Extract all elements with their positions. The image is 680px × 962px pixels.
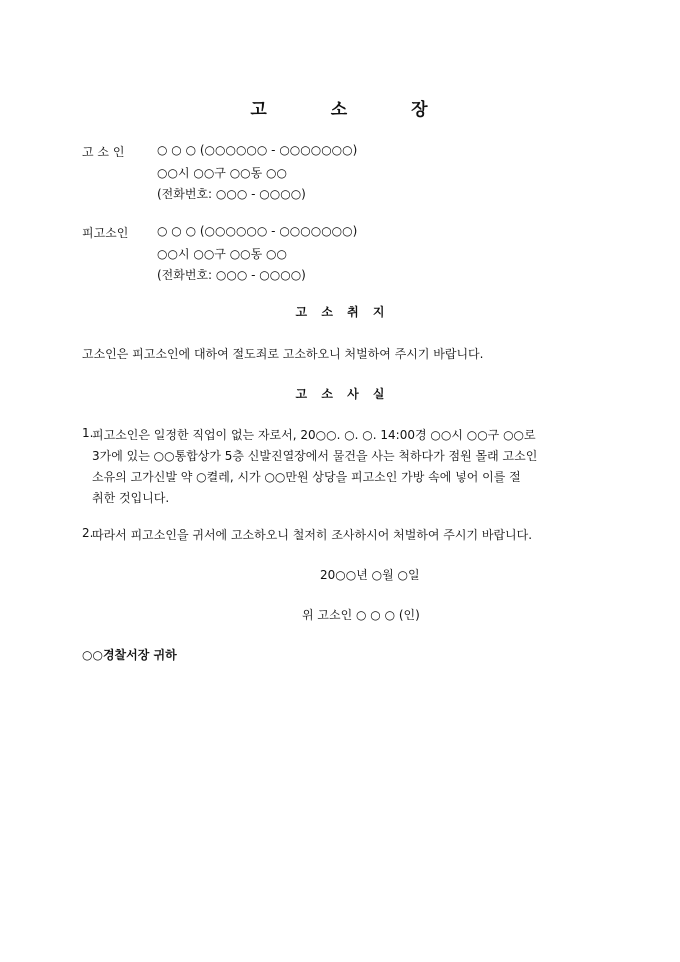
- complainant-phone: (전화번호: ○○○ - ○○○○): [157, 187, 306, 201]
- defendant-address: ○○시 ○○구 ○○동 ○○: [157, 247, 287, 261]
- fact-line: 피고소인은 일정한 직업이 없는 자로서, 20○○. ○. ○. 14:00경 ○○시 ○○구 ○○로: [92, 428, 536, 442]
- fact-line: 취한 것입니다.: [92, 491, 170, 505]
- complainant-name: ○ ○ ○ (○○○○○○ - ○○○○○○○): [157, 143, 358, 157]
- heading-char: 지: [372, 305, 385, 319]
- complainant-label: 고 소 인: [82, 145, 125, 159]
- defendant-phone: (전화번호: ○○○ - ○○○○): [157, 268, 306, 282]
- defendant-label: 피고소인: [82, 226, 129, 240]
- title-char: 소: [330, 100, 350, 120]
- fact-line: 따라서 피고소인을 귀서에 고소하오니 철저히 조사하시어 처벌하여 주시기 바랍니다.: [92, 528, 533, 542]
- title-char: 고: [250, 100, 269, 120]
- defendant-name: ○ ○ ○ (○○○○○○ - ○○○○○○○): [157, 224, 358, 238]
- heading-char: 고: [295, 387, 308, 401]
- document-title: [0, 95, 680, 120]
- document-date: 20○○년 ○월 ○일: [320, 568, 420, 582]
- signature-line: 위 고소인 ○ ○ ○ (인): [302, 608, 420, 622]
- heading-char: 고: [295, 305, 308, 319]
- fact-number: 2.: [82, 526, 94, 540]
- heading-char: 소: [321, 305, 333, 319]
- heading-char: 사: [347, 387, 359, 401]
- purpose-heading: [0, 303, 680, 320]
- heading-char: 취: [347, 305, 359, 319]
- complainant-address: ○○시 ○○구 ○○동 ○○: [157, 166, 287, 180]
- fact-line: 소유의 고가신발 약 ○켤레, 시가 ○○만원 상당을 피고소인 가방 속에 넣어 이를 절: [92, 470, 521, 484]
- purpose-text: 고소인은 피고소인에 대하여 절도죄로 고소하오니 처벌하여 주시기 바랍니다.: [82, 347, 484, 361]
- facts-heading: [0, 385, 680, 402]
- heading-char: 실: [372, 387, 385, 401]
- heading-char: 소: [321, 387, 333, 401]
- title-char: 장: [411, 100, 430, 120]
- addressee: ○○경찰서장 귀하: [82, 648, 177, 662]
- fact-number: 1.: [82, 426, 94, 440]
- fact-line: 3가에 있는 ○○통합상가 5층 신발진열장에서 물건을 사는 척하다가 점원 몰래 고소인: [92, 449, 538, 463]
